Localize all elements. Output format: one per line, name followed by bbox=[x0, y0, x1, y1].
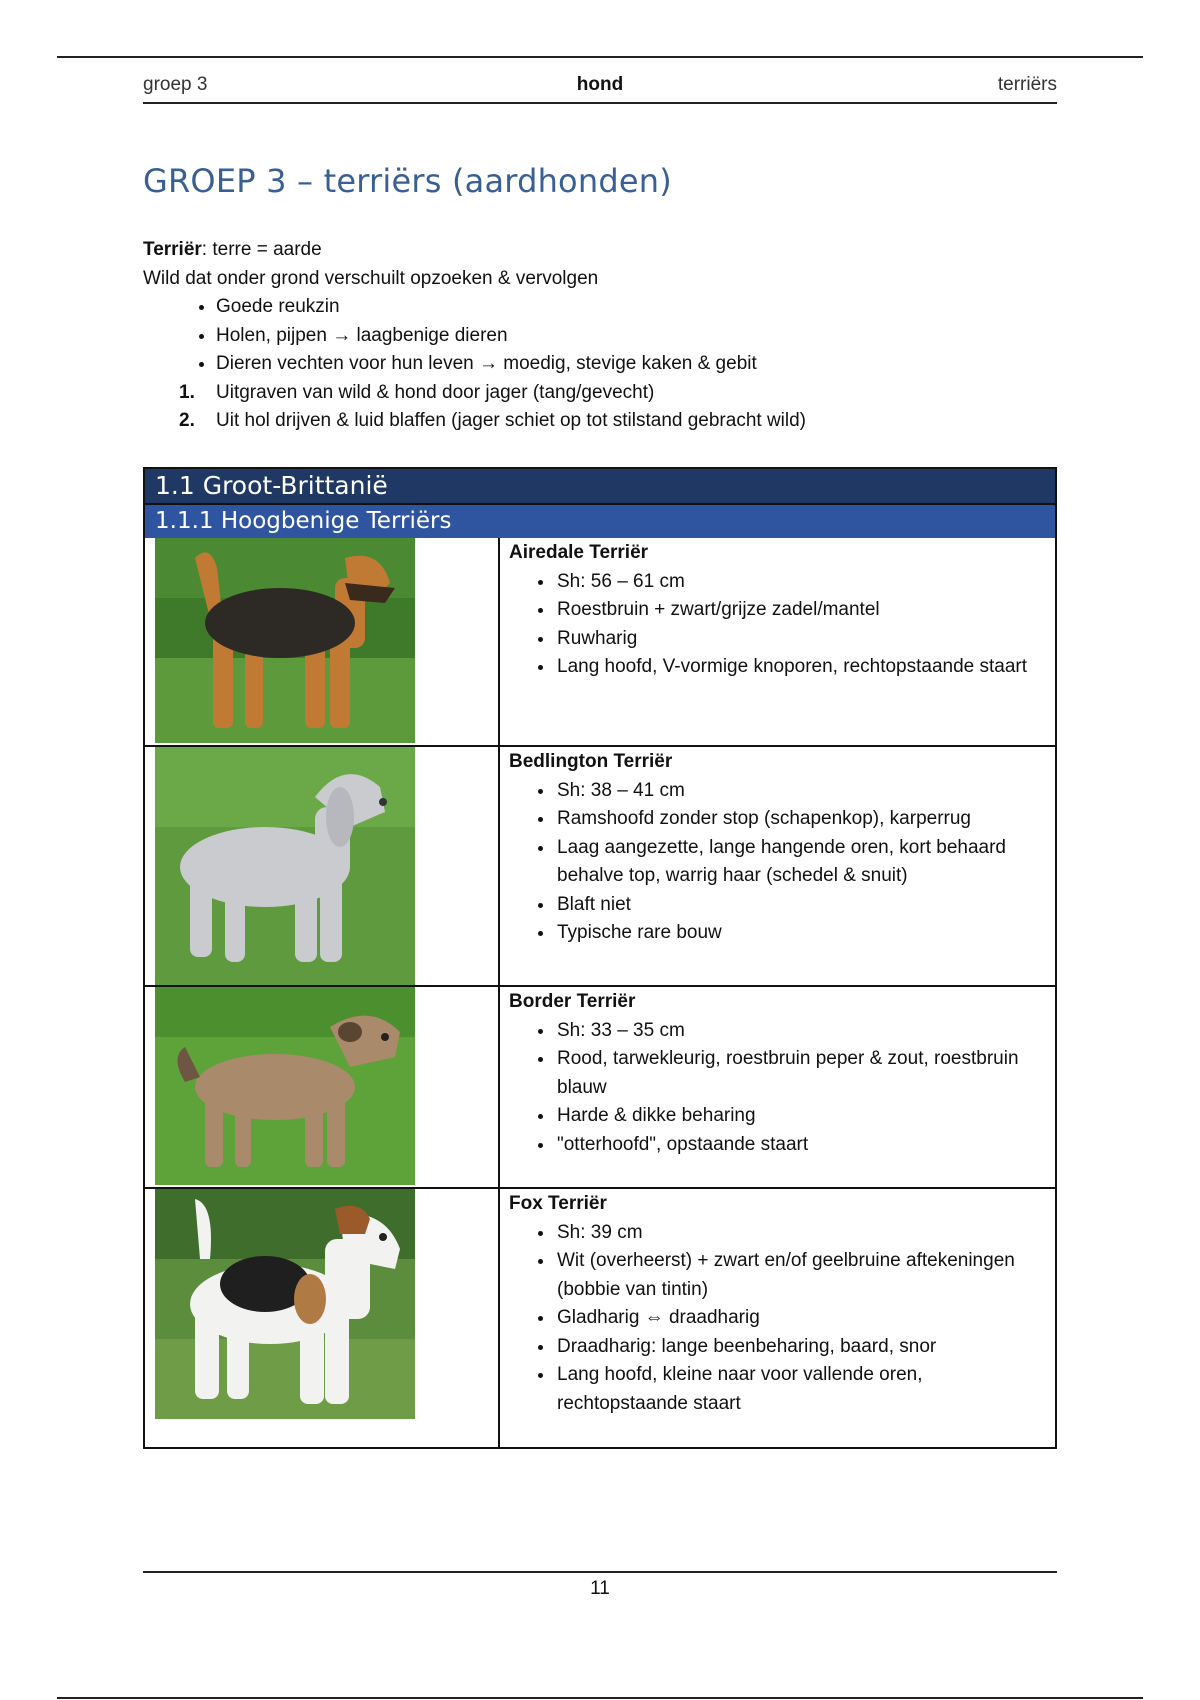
list-item: • Sh: 39 cm bbox=[555, 1219, 1055, 1248]
list-item: • Roestbruin + zwart/grijze zadel/mantel bbox=[555, 596, 1055, 625]
intro-numbered bbox=[143, 379, 1057, 436]
definition-text: : terre = aarde bbox=[201, 239, 322, 260]
list-item: • Dieren vechten voor hun leven → moedig, stevige kaken & gebit bbox=[216, 350, 1057, 379]
item-number: 1. bbox=[179, 381, 195, 403]
breed-name: Fox Terriër bbox=[509, 1193, 607, 1214]
list-item: • Ramshoofd zonder stop (schapenkop), karperrug bbox=[555, 805, 1055, 834]
intro-block bbox=[143, 236, 1057, 436]
table-row bbox=[145, 985, 1055, 1187]
list-item: • Ruwharig bbox=[555, 625, 1055, 654]
breed-name: Airedale Terriër bbox=[509, 542, 649, 563]
breed-description bbox=[500, 987, 1055, 1187]
definition-line bbox=[143, 236, 1057, 265]
breed-name: Bedlington Terriër bbox=[509, 751, 673, 772]
list-item: • Harde & dikke beharing bbox=[555, 1102, 1055, 1131]
breed-features bbox=[509, 568, 1055, 682]
subsection-heading: 1.1.1 Hoogbenige Terriërs bbox=[145, 505, 1055, 538]
list-item: • Blaft niet bbox=[555, 891, 1055, 920]
breed-description bbox=[500, 747, 1055, 985]
breed-description bbox=[500, 538, 1055, 745]
bottom-rule bbox=[57, 1697, 1143, 1699]
list-item: • "otterhoofd", opstaande staart bbox=[555, 1131, 1055, 1160]
item-number: 2. bbox=[179, 410, 195, 431]
list-item: • Holen, pijpen → laagbenige dieren bbox=[216, 322, 1057, 351]
list-item: • Sh: 56 – 61 cm bbox=[555, 568, 1055, 597]
list-item: • Gladharig ⇔ draadharig bbox=[555, 1304, 1055, 1333]
page-number: 11 bbox=[590, 1578, 610, 1599]
table-row bbox=[145, 538, 1055, 745]
breed-features bbox=[509, 1017, 1055, 1160]
breed-name: Border Terriër bbox=[509, 991, 636, 1012]
breed-description bbox=[500, 1189, 1055, 1447]
bedlington-terrier-photo bbox=[155, 747, 415, 985]
breed-features bbox=[509, 777, 1055, 948]
border-terrier-photo bbox=[155, 987, 415, 1185]
list-item: • Typische rare bouw bbox=[555, 919, 1055, 948]
intro-line: Wild dat onder grond verschuilt opzoeken & vervolgen bbox=[143, 267, 599, 289]
breed-features bbox=[509, 1219, 1055, 1419]
top-rule bbox=[57, 56, 1143, 58]
photo-cell bbox=[145, 747, 500, 985]
numbered-item bbox=[179, 379, 1057, 408]
table-row bbox=[145, 1187, 1055, 1447]
list-item: • Laag aangezette, lange hangende oren, kort behaard behalve top, warrig haar (schedel & snuit) bbox=[555, 834, 1055, 891]
numbered-item bbox=[179, 407, 1057, 436]
list-item: • Lang hoofd, kleine naar voor vallende oren, rechtopstaande staart bbox=[555, 1361, 1055, 1418]
list-item: • Draadharig: lange beenbeharing, baard, snor bbox=[555, 1333, 1055, 1362]
header-center: hond bbox=[576, 74, 624, 95]
page-header bbox=[143, 74, 1057, 104]
list-item: • Wit (overheerst) + zwart en/of geelbruine aftekeningen (bobbie van tintin) bbox=[555, 1247, 1055, 1304]
list-item: • Sh: 38 – 41 cm bbox=[555, 777, 1055, 806]
list-item: • Rood, tarwekleurig, roestbruin peper & zout, roestbruin blauw bbox=[555, 1045, 1055, 1102]
table-row bbox=[145, 745, 1055, 985]
item-text: Uit hol drijven & luid blaffen (jager schiet op tot stilstand gebracht wild) bbox=[216, 410, 807, 431]
footer-rule bbox=[143, 1571, 1057, 1573]
fox-terrier-photo bbox=[155, 1189, 415, 1419]
list-item: • Lang hoofd, V-vormige knoporen, rechtopstaande staart bbox=[555, 653, 1055, 682]
page-title: GROEP 3 – terriërs (aardhonden) bbox=[143, 162, 672, 200]
definition-term: Terriër bbox=[143, 239, 202, 260]
photo-cell bbox=[145, 1189, 500, 1447]
intro-bullets bbox=[143, 293, 1057, 379]
section-heading: 1.1 Groot-Brittanië bbox=[145, 469, 1055, 505]
list-item: • Sh: 33 – 35 cm bbox=[555, 1017, 1055, 1046]
list-item: • Goede reukzin bbox=[216, 293, 1057, 322]
photo-cell bbox=[145, 538, 500, 745]
breed-table bbox=[143, 467, 1057, 1449]
item-text: Uitgraven van wild & hond door jager (tang/gevecht) bbox=[216, 381, 655, 403]
header-right: terriërs bbox=[997, 74, 1057, 95]
photo-cell bbox=[145, 987, 500, 1187]
header-left: groep 3 bbox=[143, 74, 208, 95]
airedale-terrier-photo bbox=[155, 538, 415, 743]
